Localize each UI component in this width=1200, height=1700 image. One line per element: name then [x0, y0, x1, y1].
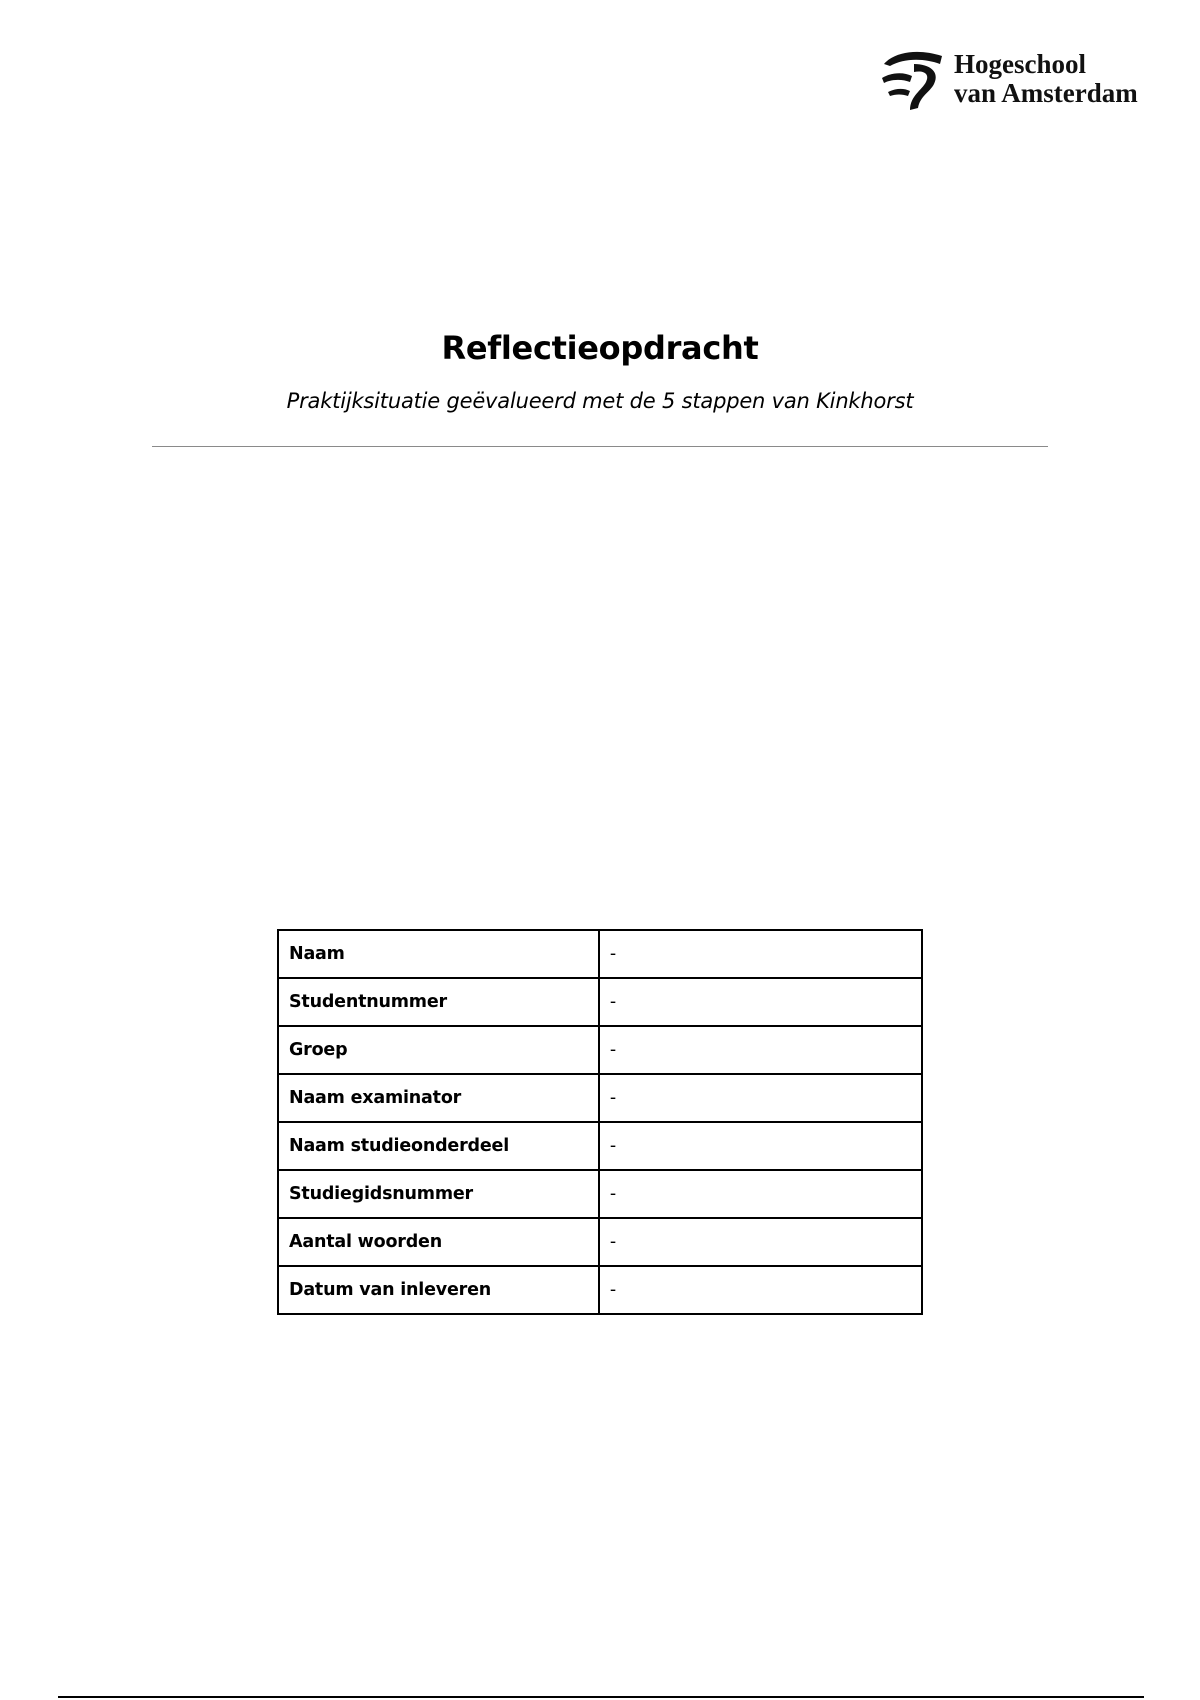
row-value: - — [599, 1218, 922, 1266]
row-value: - — [599, 1074, 922, 1122]
table-row — [278, 1074, 922, 1122]
table-row — [278, 1266, 922, 1314]
table-row — [278, 1122, 922, 1170]
table-row — [278, 978, 922, 1026]
row-label: Datum van inleveren — [278, 1266, 599, 1314]
row-label: Naam — [278, 930, 599, 978]
row-value: - — [599, 1122, 922, 1170]
logo-line-1: Hogeschool — [954, 49, 1086, 79]
table-row — [278, 1218, 922, 1266]
footer-divider — [58, 1696, 1144, 1698]
row-label: Groep — [278, 1026, 599, 1074]
logo-text — [954, 50, 1138, 108]
hva-logo-icon — [880, 50, 948, 114]
institution-logo — [880, 48, 1170, 116]
row-value: - — [599, 1266, 922, 1314]
logo-line-2: van Amsterdam — [954, 78, 1138, 108]
row-label: Studiegidsnummer — [278, 1170, 599, 1218]
row-value: - — [599, 1170, 922, 1218]
row-label: Naam studieonderdeel — [278, 1122, 599, 1170]
row-value: - — [599, 978, 922, 1026]
document-subtitle: Praktijksituatie geëvalueerd met de 5 stappen van Kinkhorst — [286, 389, 914, 413]
table-row — [278, 930, 922, 978]
row-value: - — [599, 1026, 922, 1074]
table-row — [278, 1170, 922, 1218]
student-info-table — [277, 929, 923, 1315]
document-title: Reflectieopdracht — [441, 329, 759, 367]
row-label: Naam examinator — [278, 1074, 599, 1122]
row-value: - — [599, 930, 922, 978]
row-label: Studentnummer — [278, 978, 599, 1026]
title-divider — [152, 446, 1048, 447]
table-row — [278, 1026, 922, 1074]
row-label: Aantal woorden — [278, 1218, 599, 1266]
